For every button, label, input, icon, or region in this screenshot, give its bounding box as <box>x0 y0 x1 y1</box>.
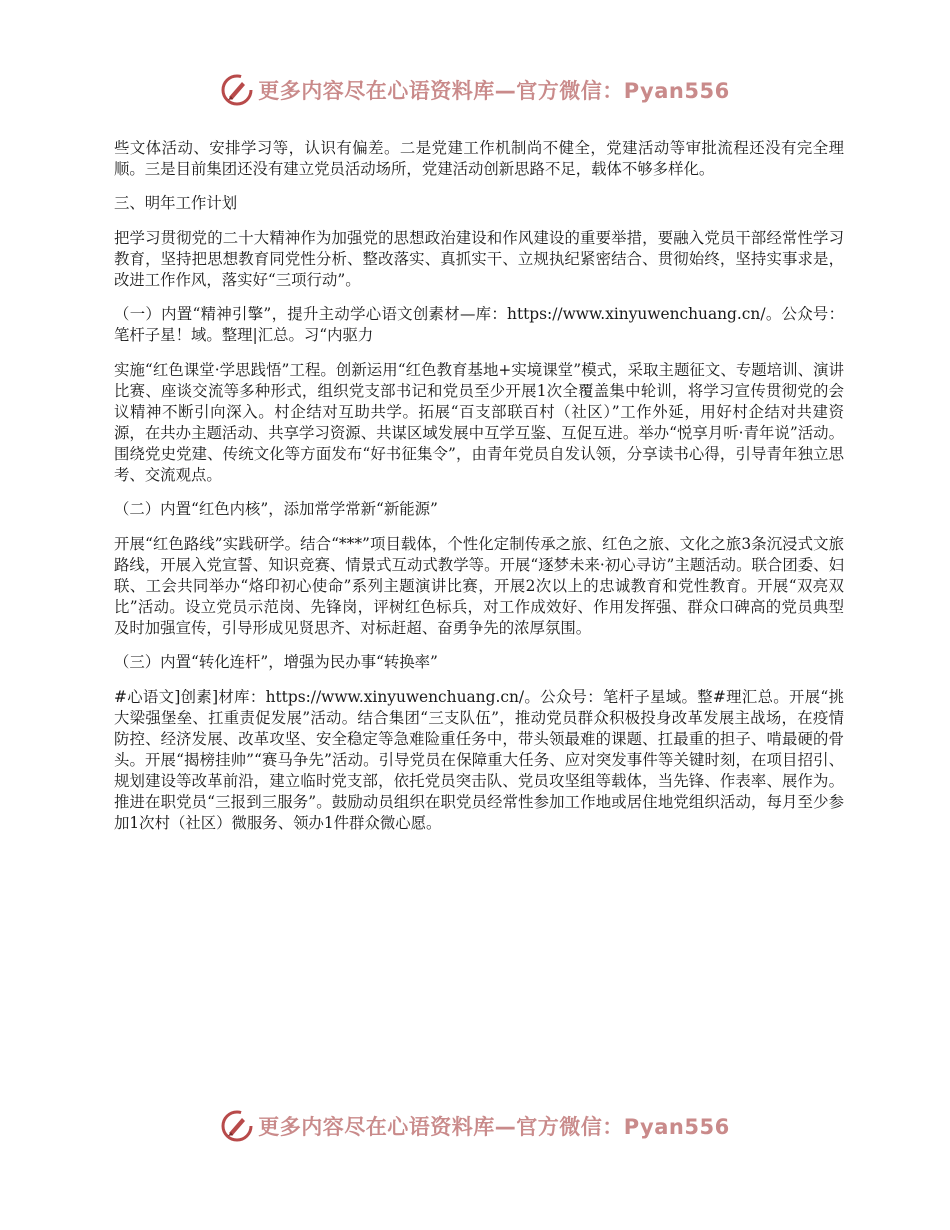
paragraph: 些文体活动、安排学习等，认识有偏差。二是党建工作机制尚不健全，党建活动等审批流程还没有完全理顺。三是目前集团还没有建立党员活动场所，党建活动创新思路不足，载体不够多样化。 <box>114 139 844 178</box>
header-watermark-text: 更多内容尽在心语资料库—官方微信：Pyan556 <box>258 79 730 103</box>
section-heading: 三、明年工作计划 <box>114 194 238 212</box>
subsection-heading: （二）内置“红色内核”，添加常学常新“新能源” <box>114 500 438 518</box>
paragraph: 开展“红色路线”实践研学。结合“***”项目载体，个性化定制传承之旅、红色之旅、文化之旅3条沉浸式文旅路线，开展入党宣誓、知识竞赛、情景式互动式教学等。开展“逐梦未来·初心寻访”主题活动。联合团委、妇联、工会共同举办“烙印初心使命”系列主题演讲比赛，开展2次以上的忠诚教育和党性教育。开展“双亮双比”活动。设立党员示范岗、先锋岗，评树红色标兵，对工作成效好、作用发挥强、群众口碑高的党员典型及时加强宣传，引导形成见贤思齐、对标赶超、奋勇争先的浓厚氛围。 <box>114 535 844 637</box>
logo-icon <box>220 73 254 107</box>
footer-watermark-text: 更多内容尽在心语资料库—官方微信：Pyan556 <box>258 1115 730 1139</box>
footer-watermark <box>0 1106 950 1146</box>
subsection-heading: （一）内置“精神引擎”，提升主动学心语文创素材—库：https://www.xinyuwenchuang.cn/。公众号：笔杆子星！域。整理|汇总。习“内驱力 <box>114 305 844 344</box>
subsection-heading: （三）内置“转化连杆”，增强为民办事“转换率” <box>114 653 438 671</box>
paragraph: 实施“红色课堂·学思践悟”工程。创新运用“红色教育基地+实境课堂”模式，采取主题征文、专题培训、演讲比赛、座谈交流等多种形式，组织党支部书记和党员至少开展1次全覆盖集中轮训，将学习宣传贯彻党的会议精神不断引向深入。村企结对互助共学。拓展“百支部联百村（社区）”工作外延，用好村企结对共建资源，在共办主题活动、共享学习资源、共谋区域发展中互学互鉴、互促互进。举办“悦享月听·青年说”活动。围绕党史党建、传统文化等方面发布“好书征集令”，由青年党员自发认领，分享读书心得，引导青年独立思考、交流观点。 <box>114 361 844 484</box>
paragraph: 把学习贯彻党的二十大精神作为加强党的思想政治建设和作风建设的重要举措，要融入党员干部经常性学习教育，坚持把思想教育同党性分析、整改落实、真抓实干、立规执纪紧密结合、贯彻始终，坚持实事求是，改进工作作风，落实好“三项行动”。 <box>114 229 844 289</box>
header-watermark <box>0 70 950 110</box>
paragraph: #心语文]创素]材库：https://www.xinyuwenchuang.cn/。公众号：笔杆子星域。整#理汇总。开展“挑大梁强堡垒、扛重责促发展”活动。结合集团“三支队伍”，推动党员群众积极投身改革发展主战场，在疫情防控、经济发展、改革攻坚、安全稳定等急难险重任务中，带头领最难的课题、扛最重的担子、啃最硬的骨头。开展“揭榜挂帅”“赛马争先”活动。引导党员在保障重大任务、应对突发事件等关键时刻，在项目招引、规划建设等改革前沿，建立临时党支部，依托党员突击队、党员攻坚组等载体，当先锋、作表率、展作为。推进在职党员“三报到三服务”。鼓励动员组织在职党员经常性参加工作地或居住地党组织活动，每月至少参加1次村（社区）微服务、领办1件群众微心愿。 <box>114 688 844 832</box>
logo-icon <box>220 1109 254 1143</box>
document-body <box>114 138 844 847</box>
